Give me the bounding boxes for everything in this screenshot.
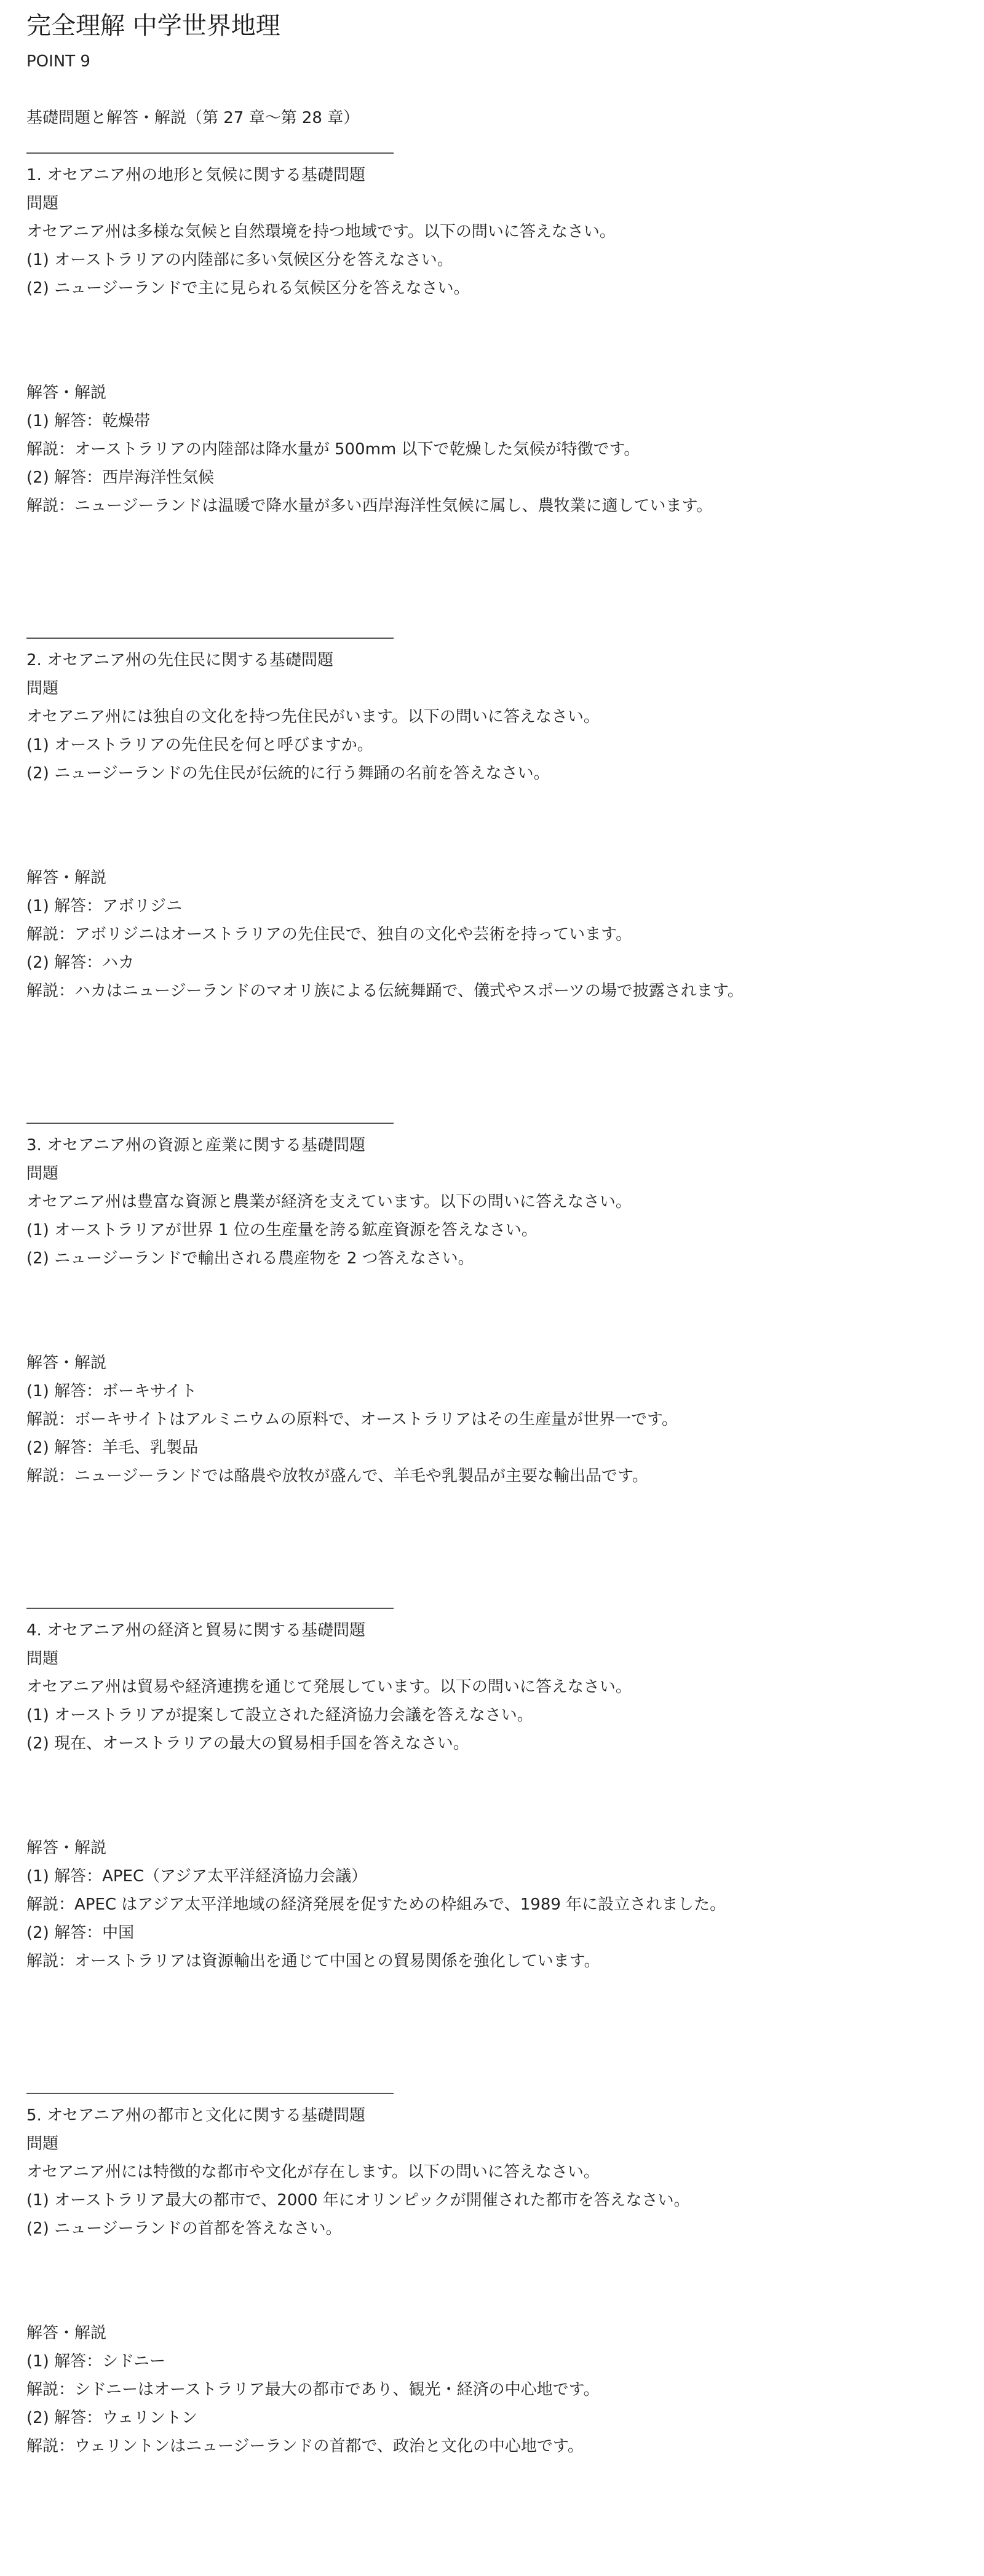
question-2: (2) ニュージーランドで主に見られる気候区分を答えなさい。 bbox=[26, 279, 470, 298]
question-2: (2) 現在、オーストラリアの最大の貿易相手国を答えなさい。 bbox=[26, 1734, 469, 1753]
question-2: (2) ニュージーランドの首都を答えなさい。 bbox=[26, 2219, 342, 2238]
explanation-1: 解説：オーストラリアの内陸部は降水量が 500mm 以下で乾燥した気候が特徴です。 bbox=[26, 440, 640, 459]
answer-label: 解答・解説 bbox=[26, 1839, 107, 1857]
answer-label: 解答・解説 bbox=[26, 1354, 107, 1372]
question-1: (1) オーストラリアが提案して設立された経済協力会議を答えなさい。 bbox=[26, 1706, 533, 1725]
section-divider bbox=[26, 152, 394, 154]
question-intro: オセアニア州は豊富な資源と農業が経済を支えています。以下の問いに答えなさい。 bbox=[26, 1193, 632, 1211]
explanation-2: 解説：ニュージーランドは温暖で降水量が多い西岸海洋性気候に属し、農牧業に適しています。 bbox=[26, 497, 713, 515]
answer-2: (2) 解答：中国 bbox=[26, 1924, 135, 1942]
question-label: 問題 bbox=[26, 1650, 59, 1668]
explanation-2: 解説：ハカはニュージーランドのマオリ族による伝統舞踊で、儀式やスポーツの場で披露されます。 bbox=[26, 982, 744, 1000]
answer-1: (1) 解答：アボリジニ bbox=[26, 897, 183, 915]
answer-1: (1) 解答：APEC（アジア太平洋経済協力会議） bbox=[26, 1867, 368, 1886]
answer-2: (2) 解答：ハカ bbox=[26, 954, 135, 972]
section-1 bbox=[26, 152, 974, 520]
section-divider bbox=[26, 1123, 394, 1124]
question-intro: オセアニア州は多様な気候と自然環境を持つ地域です。以下の問いに答えなさい。 bbox=[26, 223, 616, 241]
explanation-1: 解説：アボリジニはオーストラリアの先住民で、独自の文化や芸術を持っています。 bbox=[26, 925, 632, 944]
question-1: (1) オーストラリアが世界 1 位の生産量を誇る鉱産資源を答えなさい。 bbox=[26, 1221, 538, 1239]
section-heading: 4. オセアニア州の経済と貿易に関する基礎問題 bbox=[26, 1621, 365, 1640]
question-intro: オセアニア州は貿易や経済連携を通じて発展しています。以下の問いに答えなさい。 bbox=[26, 1678, 632, 1696]
question-2: (2) ニュージーランドの先住民が伝統的に行う舞踊の名前を答えなさい。 bbox=[26, 764, 550, 783]
document-title: 完全理解 中学世界地理 bbox=[26, 12, 280, 40]
section-heading: 3. オセアニア州の資源と産業に関する基礎問題 bbox=[26, 1136, 365, 1155]
section-divider bbox=[26, 638, 394, 639]
section-5 bbox=[26, 2093, 974, 2460]
answer-label: 解答・解説 bbox=[26, 869, 107, 887]
section-divider bbox=[26, 1608, 394, 1609]
explanation-2: 解説：ニュージーランドでは酪農や放牧が盛んで、羊毛や乳製品が主要な輸出品です。 bbox=[26, 1467, 648, 1485]
point-label: POINT 9 bbox=[26, 52, 90, 71]
section-2 bbox=[26, 638, 974, 1005]
answer-label: 解答・解説 bbox=[26, 2324, 107, 2342]
explanation-1: 解説：ボーキサイトはアルミニウムの原料で、オーストラリアはその生産量が世界一です。 bbox=[26, 1410, 678, 1429]
answer-1: (1) 解答：ボーキサイト bbox=[26, 1382, 197, 1401]
question-intro: オセアニア州には特徴的な都市や文化が存在します。以下の問いに答えなさい。 bbox=[26, 2163, 600, 2181]
document-subtitle: 基礎問題と解答・解説（第 27 章〜第 28 章） bbox=[26, 109, 360, 127]
question-1: (1) オーストラリア最大の都市で、2000 年にオリンピックが開催された都市を答えなさい。 bbox=[26, 2191, 690, 2210]
section-4 bbox=[26, 1608, 974, 1975]
section-heading: 1. オセアニア州の地形と気候に関する基礎問題 bbox=[26, 166, 365, 184]
question-2: (2) ニュージーランドで輸出される農産物を 2 つ答えなさい。 bbox=[26, 1249, 474, 1268]
question-label: 問題 bbox=[26, 679, 59, 698]
explanation-2: 解説：オーストラリアは資源輸出を通じて中国との貿易関係を強化しています。 bbox=[26, 1952, 600, 1970]
answer-label: 解答・解説 bbox=[26, 384, 107, 402]
question-1: (1) オーストラリアの先住民を何と呼びますか。 bbox=[26, 736, 373, 754]
answer-1: (1) 解答：シドニー bbox=[26, 2352, 166, 2371]
explanation-1: 解説：シドニーはオーストラリア最大の都市であり、観光・経済の中心地です。 bbox=[26, 2380, 600, 2399]
section-divider bbox=[26, 2093, 394, 2094]
section-heading: 5. オセアニア州の都市と文化に関する基礎問題 bbox=[26, 2106, 365, 2125]
explanation-1: 解説：APEC はアジア太平洋地域の経済発展を促すための枠組みで、1989 年に設立されました。 bbox=[26, 1895, 726, 1914]
section-3 bbox=[26, 1123, 974, 1490]
answer-2: (2) 解答：羊毛、乳製品 bbox=[26, 1439, 199, 1457]
answer-2: (2) 解答：ウェリントン bbox=[26, 2409, 198, 2427]
question-1: (1) オーストラリアの内陸部に多い気候区分を答えなさい。 bbox=[26, 251, 453, 269]
question-label: 問題 bbox=[26, 2135, 59, 2153]
section-heading: 2. オセアニア州の先住民に関する基礎問題 bbox=[26, 651, 333, 670]
question-label: 問題 bbox=[26, 194, 59, 213]
answer-1: (1) 解答：乾燥帯 bbox=[26, 412, 151, 430]
question-intro: オセアニア州には独自の文化を持つ先住民がいます。以下の問いに答えなさい。 bbox=[26, 708, 600, 726]
explanation-2: 解説：ウェリントンはニュージーランドの首都で、政治と文化の中心地です。 bbox=[26, 2437, 584, 2455]
question-label: 問題 bbox=[26, 1164, 59, 1183]
answer-2: (2) 解答：西岸海洋性気候 bbox=[26, 468, 215, 487]
